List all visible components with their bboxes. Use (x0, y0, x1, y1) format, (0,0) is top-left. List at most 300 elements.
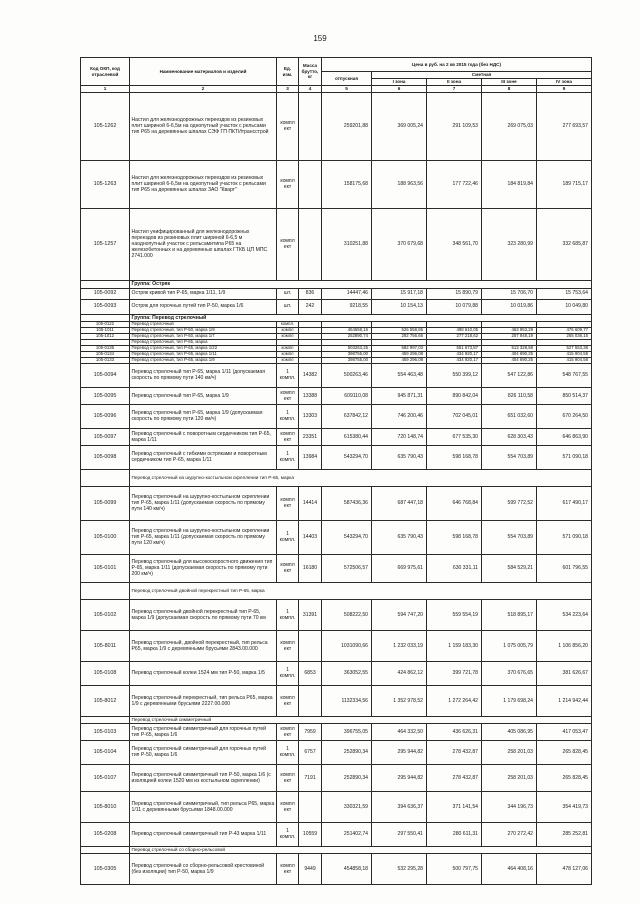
zone3-price: 651 032,60 (482, 404, 537, 428)
release-price: 587436,36 (322, 486, 372, 520)
zone2-price: 890 842,04 (427, 387, 482, 404)
mass-cell: 242 (299, 299, 322, 314)
unit-cell: 1 компл. (277, 445, 299, 469)
mass-cell: 14414 (299, 486, 322, 520)
product-code: 105-0098 (81, 445, 130, 469)
product-code: 105-1011 (81, 327, 130, 333)
zone1-price: 635 790,43 (372, 520, 427, 554)
zone1-price: 369 005,24 (372, 92, 427, 160)
unit-cell: компл (277, 357, 299, 363)
col-number: 8 (482, 86, 537, 93)
header-zone1: I зона (372, 79, 427, 86)
code-cell-empty (81, 716, 130, 723)
mass-cell: 13303 (299, 404, 322, 428)
release-price: 252890,34 (322, 764, 372, 791)
table-row (81, 740, 592, 764)
mass-cell: 23351 (299, 428, 322, 445)
zone4-price: 850 514,37 (537, 387, 592, 404)
zone3-price: 1 075 005,79 (482, 630, 537, 661)
product-name: Перевод стрелочный симметричный тип Р-50, марка 1/6 (с изоляцией колеи 1520 мм из костыльном скреплении) (130, 764, 277, 791)
zone3-price: 370 676,65 (482, 661, 537, 685)
unit-cell: компл (277, 345, 299, 351)
zone4-price: 548 767,55 (537, 363, 592, 387)
zone3-price: 404 690,25 (482, 351, 537, 357)
zone2-price: 598 168,78 (427, 445, 482, 469)
zone4-price: 670 264,50 (537, 404, 592, 428)
header-name: Наименование материалов и изделий (130, 58, 277, 86)
unit-cell: компл ект (277, 853, 299, 884)
product-name: Перевод стрелочный с поворотным сердечником тип Р-65, марка 1/11 (130, 428, 277, 445)
table-row (81, 160, 592, 208)
unit-cell: компл ект (277, 428, 299, 445)
zone3-price: 405 086,95 (482, 723, 537, 740)
unit-cell: 1 компл. (277, 599, 299, 630)
mass-cell (299, 208, 322, 280)
zone1-price: 1 352 978,52 (372, 685, 427, 716)
product-name: Перевод стрелочный двойной перекрестный тип Р-65, марка 1/9 (допускаемая скорость по прямому пути 70 км (130, 599, 277, 630)
section-caption: Перевод стрелочный со сборно-рельсовой (130, 846, 592, 853)
release-price: 330321,59 (322, 791, 372, 822)
caption-row (81, 846, 592, 853)
unit-cell: компл ект (277, 387, 299, 404)
product-code: 105-0134 (81, 351, 130, 357)
zone2-price: 277 218,62 (427, 333, 482, 339)
column-number-row (81, 86, 592, 93)
table-row (81, 363, 592, 387)
section-caption: Перевод стрелочный двойной перекрестный тип Р-65, марка (130, 582, 592, 599)
product-name: Перевод стрелочный тип Р-65, марка 1/9 (допускаемая скорость по прямому пути 120 км/ч) (130, 404, 277, 428)
zone4-price: 15 753,64 (537, 288, 592, 299)
release-price: 503263,25 (322, 345, 372, 351)
product-name: Перевод стрелочный со сборно-рельсовой крестовиной (без изоляции) тип Р-50, марка 1/9 (130, 853, 277, 884)
zone3-price: 323 280,99 (482, 208, 537, 280)
zone2-price: 371 141,54 (427, 791, 482, 822)
zone3-price: 554 703,89 (482, 520, 537, 554)
col-number: 4 (299, 86, 322, 93)
zone4-price: 478 127,06 (537, 853, 592, 884)
zone4-price: 285 252,81 (537, 822, 592, 846)
product-code: 105-0099 (81, 486, 130, 520)
zone1-price: 10 154,13 (372, 299, 427, 314)
zone3-price: 258 201,03 (482, 740, 537, 764)
zone1-price: 526 558,86 (372, 327, 427, 333)
release-price: 158175,68 (322, 160, 372, 208)
mass-cell (299, 685, 322, 716)
zone4-price: 415 904,58 (537, 357, 592, 363)
col-number: 3 (277, 86, 299, 93)
product-code: 105-0133 (81, 357, 130, 363)
header-estimate: Сметная (372, 72, 592, 79)
zone4-price: 601 796,55 (537, 554, 592, 582)
zone1-price: 746 200,46 (372, 404, 427, 428)
release-price: 1132334,56 (322, 685, 372, 716)
mass-cell (299, 791, 322, 822)
zone3-price: 826 110,58 (482, 387, 537, 404)
zone2-price: 677 535,30 (427, 428, 482, 445)
zone1-price: 295 944,82 (372, 764, 427, 791)
unit-cell: компл (277, 351, 299, 357)
product-name: Перевод стрелочный, тип Р-65, марка 1/9 (130, 357, 277, 363)
unit-cell: компл ект (277, 723, 299, 740)
table-row (81, 764, 592, 791)
zone3-price: 1 179 698,24 (482, 685, 537, 716)
zone3-price: 269 075,03 (482, 92, 537, 160)
zone4-price: 265 036,15 (537, 333, 592, 339)
zone2-price: 1 272 264,42 (427, 685, 482, 716)
product-code: 105-1263 (81, 160, 130, 208)
zone4-price: 277 693,57 (537, 92, 592, 160)
unit-cell: компл ект (277, 685, 299, 716)
header-release: отпускная (322, 72, 372, 86)
product-name: Перевод стрелочный тип Р-65, марка 1/11 (допускаемая скорость по прямому пути 140 км/ч) (130, 363, 277, 387)
product-name: Перевод стрелочный для высокоскоростного движения тип Р-65, марка 1/11 (допускаемая скорость по прямому пути 200 км/ч) (130, 554, 277, 582)
release-price: 609110,08 (322, 387, 372, 404)
zone4-price: 332 685,87 (537, 208, 592, 280)
zone2-price: 280 611,31 (427, 822, 482, 846)
mass-cell (299, 630, 322, 661)
product-name: Перевод стрелочный на шурупно-костыльном скреплении тип Р-65, марка 1/11 (допускаемая скорость по прямому пути 120 км/ч) (130, 520, 277, 554)
unit-cell: шт. (277, 299, 299, 314)
release-price: 398755,00 (322, 357, 372, 363)
table-row (81, 822, 592, 846)
mass-cell: 836 (299, 288, 322, 299)
zone2-price: 559 554,19 (427, 599, 482, 630)
zone4-price: 646 863,90 (537, 428, 592, 445)
mass-cell: 14403 (299, 520, 322, 554)
table-row (81, 299, 592, 314)
section-caption: Перевод стрелочный на шурупно-костыльном скреплении тип Р-65, марка (130, 469, 592, 486)
mass-cell: 13984 (299, 445, 322, 469)
page-number: 159 (313, 34, 327, 43)
zone1-price: 297 550,41 (372, 822, 427, 846)
unit-cell: 1 компл. (277, 404, 299, 428)
release-price: 363052,55 (322, 661, 372, 685)
zone4-price: 265 828,45 (537, 764, 592, 791)
table-row (81, 554, 592, 582)
table-row (81, 387, 592, 404)
unit-cell: компл ект (277, 764, 299, 791)
zone4-price: 417 053,47 (537, 723, 592, 740)
zone2-price: 500 797,75 (427, 853, 482, 884)
zone1-price: 464 332,50 (372, 723, 427, 740)
product-name: Перевод стрелочный симметричный тип Р-43 марка 1/11 (130, 822, 277, 846)
zone1-price: 370 679,68 (372, 208, 427, 280)
zone2-price: 498 610,05 (427, 327, 482, 333)
table-row (81, 853, 592, 884)
product-name: Настил для железнодорожных переездов из резиновых плит шириной 6-6,5м на однопутный участок с рельсами тип Р65 на деревянных шпалах ЗАО "Кварт" (130, 160, 277, 208)
zone4-price: 617 490,17 (537, 486, 592, 520)
table-row (81, 428, 592, 445)
code-cell-empty (81, 846, 130, 853)
zone2-price: 1 159 183,30 (427, 630, 482, 661)
product-code: 105-0208 (81, 822, 130, 846)
zone1-price: 424 862,12 (372, 661, 427, 685)
zone4-price: 476 609,77 (537, 327, 592, 333)
zone3-price: 258 201,03 (482, 764, 537, 791)
product-name: Перевод стрелочный (130, 321, 277, 327)
zone1-price: 459 296,08 (372, 357, 427, 363)
release-price: 251402,74 (322, 822, 372, 846)
zone3-price: 184 819,84 (482, 160, 537, 208)
product-name: Перевод стрелочный с гибкими остряками и поворотным сердечником тип Р-65, марка 1/11 (130, 445, 277, 469)
product-code: 105-0094 (81, 363, 130, 387)
product-name: Настил унифицированный для железнодорожных переездов из резиновых плит шириной 6-6,5 м наоднопутный участок с рельсамитипа Р65 на железобетонных и на деревянных шпалах ГТКБ ЦП МПС 2741.000 (130, 208, 277, 280)
zone1-price: 295 944,82 (372, 740, 427, 764)
zone3-price: 599 772,52 (482, 486, 537, 520)
unit-cell: 1 компл. (277, 363, 299, 387)
header-unit: Ед. изм. (277, 58, 299, 86)
zone2-price: 598 168,78 (427, 520, 482, 554)
group-title: Группа: Перевод стрелочный (130, 314, 592, 321)
zone1-price: 669 975,61 (372, 554, 427, 582)
zone4-price: 189 715,17 (537, 160, 592, 208)
release-price: 252890,34 (322, 740, 372, 764)
zone3-price: 15 706,70 (482, 288, 537, 299)
zone3-price: 584 529,21 (482, 554, 537, 582)
zone3-price: 628 303,43 (482, 428, 537, 445)
col-number: 6 (372, 86, 427, 93)
product-code: 105-8011 (81, 630, 130, 661)
zone3-price: 270 272,42 (482, 822, 537, 846)
release-price: 543294,70 (322, 445, 372, 469)
product-code: 105-0104 (81, 740, 130, 764)
zone1-price: 532 295,28 (372, 853, 427, 884)
table-row (81, 208, 592, 280)
product-name: Перевод стрелочный, тип Р-50, марка 1/9 (130, 327, 277, 333)
zone2-price: 646 768,84 (427, 486, 482, 520)
release-price: 310251,88 (322, 208, 372, 280)
table-row (81, 288, 592, 299)
product-name: Перевод стрелочный, тип Р-65, марка 1/11 (130, 351, 277, 357)
mass-cell: 13388 (299, 387, 322, 404)
product-code: 105-0122 (81, 321, 130, 327)
zone1-price: 720 148,74 (372, 428, 427, 445)
zone2-price: 278 432,87 (427, 740, 482, 764)
mass-cell: 7191 (299, 764, 322, 791)
product-code: 105-0103 (81, 723, 130, 740)
zone1-price: 394 636,37 (372, 791, 427, 822)
table-header (81, 58, 592, 93)
zone3-price: 554 703,89 (482, 445, 537, 469)
zone1-price: 582 997,03 (372, 345, 427, 351)
product-code: 105-0102 (81, 599, 130, 630)
zone2-price: 702 045,01 (427, 404, 482, 428)
table-row (81, 92, 592, 160)
zone1-price: 635 790,43 (372, 445, 427, 469)
caption-row (81, 716, 592, 723)
release-price: 637842,12 (322, 404, 372, 428)
release-price: 454658,16 (322, 327, 372, 333)
product-code: 105-0093 (81, 299, 130, 314)
zone4-price: 1 214 942,44 (537, 685, 592, 716)
zone2-price: 399 721,78 (427, 661, 482, 685)
zone3-price: 404 690,25 (482, 357, 537, 363)
product-code: 105-0097 (81, 428, 130, 445)
zone2-price: 10 079,88 (427, 299, 482, 314)
unit-cell: шт. (277, 288, 299, 299)
table-row (81, 404, 592, 428)
release-price: 572506,57 (322, 554, 372, 582)
zone3-price: 513 328,58 (482, 345, 537, 351)
zone2-price: 630 331,11 (427, 554, 482, 582)
mass-cell: 31391 (299, 599, 322, 630)
product-code: 105-0108 (81, 661, 130, 685)
product-code: 105-0305 (81, 853, 130, 884)
unit-cell: 1 компл. (277, 661, 299, 685)
zone3-price: 10 019,86 (482, 299, 537, 314)
zone1-price: 188 963,56 (372, 160, 427, 208)
zone4-price: 415 904,58 (537, 351, 592, 357)
product-name: Перевод стрелочный симметричный для горочных путей тип Р-50, марка 1/6 (130, 740, 277, 764)
header-zone2: II зона (427, 79, 482, 86)
col-number: 9 (537, 86, 592, 93)
product-name: Остряк для горочных путей тип Р-50, марка 1/6 (130, 299, 277, 314)
zone1-price: 554 463,48 (372, 363, 427, 387)
col-number: 2 (130, 86, 277, 93)
zone1-price: 687 447,18 (372, 486, 427, 520)
zone3-price: 344 196,73 (482, 791, 537, 822)
mass-cell: 6853 (299, 661, 322, 685)
release-price: 454858,18 (322, 853, 372, 884)
header-zone3: III зоне (482, 79, 537, 86)
mass-cell (299, 92, 322, 160)
section-caption: Перевод стрелочный симметричный (130, 716, 592, 723)
release-price: 543294,70 (322, 520, 372, 554)
zone4-price: 265 828,45 (537, 740, 592, 764)
table-row (81, 445, 592, 469)
product-name: Перевод стрелочный, двойной перекрестный, тип рельса Р65, марка 1/9 с деревянными брусьями 2843.00.000 (130, 630, 277, 661)
header-code: Код ОКП, код отраслевой (81, 58, 130, 86)
zone4-price: 10 049,80 (537, 299, 592, 314)
code-cell-empty (81, 469, 130, 486)
product-name: Перевод стрелочный, тип Р-65, марка (130, 339, 277, 345)
zone1-price: 459 296,08 (372, 351, 427, 357)
table-row (81, 599, 592, 630)
unit-cell: 1 компл. (277, 822, 299, 846)
zone3-price: 463 953,29 (482, 327, 537, 333)
zone3-price: 547 122,86 (482, 363, 537, 387)
zone4-price: 527 553,38 (537, 345, 592, 351)
group-title: Группа: Остряк (130, 280, 592, 288)
col-number: 7 (427, 86, 482, 93)
table-row (81, 661, 592, 685)
mass-cell: 9449 (299, 853, 322, 884)
unit-cell: компл (277, 333, 299, 339)
table-row (81, 630, 592, 661)
product-name: Перевод стрелочный симметричный, тип рельса Р65, марка 1/11 с деревянными брусьями 1848.00.000 (130, 791, 277, 822)
product-name: Перевод стрелочный перекрестный, тип рельса Р65, марка 1/9 с деревянными брусьями 2227.00.000 (130, 685, 277, 716)
price-table (80, 57, 592, 885)
product-code: 105-8010 (81, 791, 130, 822)
product-code: 105-0096 (81, 404, 130, 428)
product-code: 105-0092 (81, 288, 130, 299)
product-name: Перевод стрелочный, тип Р-50, марка 1/7 (130, 333, 277, 339)
zone2-price: 177 722,46 (427, 160, 482, 208)
header-price-group: Цена в руб. на 2 кв 2015 года (без НДС) (322, 58, 592, 72)
zone2-price: 348 561,70 (427, 208, 482, 280)
unit-cell: компл ект (277, 554, 299, 582)
mass-cell: 14382 (299, 363, 322, 387)
unit-cell: компл ект (277, 486, 299, 520)
product-name: Перевод стрелочный на шурупно-костыльном скреплении тип Р-65, марка 1/11 (допускаемая скорость по прямому пути 140 км/ч) (130, 486, 277, 520)
zone1-price: 292 756,66 (372, 333, 427, 339)
unit-cell: компл ект (277, 791, 299, 822)
col-number: 1 (81, 86, 130, 93)
release-price: 615380,44 (322, 428, 372, 445)
release-price: 500263,46 (322, 363, 372, 387)
product-code: 105-0095 (81, 387, 130, 404)
zone2-price: 15 890,79 (427, 288, 482, 299)
zone2-price: 291 109,53 (427, 92, 482, 160)
zone2-price: 436 626,31 (427, 723, 482, 740)
product-name: Остряк кривой тип Р-65, марка 1/11, 1/9 (130, 288, 277, 299)
group-row (81, 314, 592, 321)
zone1-price: 1 232 033,19 (372, 630, 427, 661)
unit-cell: компл ект (277, 208, 299, 280)
unit-cell: компл (277, 327, 299, 333)
unit-cell: компл ект (277, 630, 299, 661)
zone4-price: 534 223,64 (537, 599, 592, 630)
mass-cell (299, 160, 322, 208)
unit-cell: компл. (277, 321, 299, 327)
release-price: 9218,55 (322, 299, 372, 314)
product-code: 105-0107 (81, 764, 130, 791)
zone3-price: 257 948,19 (482, 333, 537, 339)
caption-row (81, 582, 592, 599)
zone2-price: 551 673,87 (427, 345, 482, 351)
zone2-price: 434 920,17 (427, 351, 482, 357)
release-price: 259201,88 (322, 92, 372, 160)
zone1-price: 945 871,31 (372, 387, 427, 404)
zone3-price: 518 895,17 (482, 599, 537, 630)
code-cell-empty (81, 582, 130, 599)
product-code: 105-8012 (81, 685, 130, 716)
product-name: Перевод стрелочный, тип Р-65, марка 1/22 (130, 345, 277, 351)
unit-cell: компл ект (277, 92, 299, 160)
zone1-price: 594 747,20 (372, 599, 427, 630)
product-code: 105-0100 (81, 520, 130, 554)
mass-cell: 16180 (299, 554, 322, 582)
product-code: 105-0101 (81, 554, 130, 582)
table-row (81, 791, 592, 822)
product-code: 105-0135 (81, 345, 130, 351)
product-code: 105-1012 (81, 333, 130, 339)
table-row (81, 486, 592, 520)
release-price: 1031090,66 (322, 630, 372, 661)
code-cell-empty (81, 280, 130, 288)
release-price: 508222,50 (322, 599, 372, 630)
zone4-price: 1 106 856,20 (537, 630, 592, 661)
product-name: Перевод стрелочный колеи 1524 мм тип Р-50, марка 1/5 (130, 661, 277, 685)
table-row (81, 685, 592, 716)
release-price: 14447,46 (322, 288, 372, 299)
zone3-price: 464 408,16 (482, 853, 537, 884)
unit-cell: 1 компл. (277, 740, 299, 764)
product-name: Перевод стрелочный симметричный для горочных путей тип Р-65, марка 1/6 (130, 723, 277, 740)
product-code: 105-1262 (81, 92, 130, 160)
table-body (81, 92, 592, 884)
zone2-price: 278 432,87 (427, 764, 482, 791)
zone4-price: 354 419,73 (537, 791, 592, 822)
code-cell-empty (81, 314, 130, 321)
zone2-price: 434 920,17 (427, 357, 482, 363)
mass-cell: 10559 (299, 822, 322, 846)
zone4-price: 571 090,18 (537, 520, 592, 554)
zone2-price: 550 399,12 (427, 363, 482, 387)
caption-row (81, 469, 592, 486)
mass-cell: 7959 (299, 723, 322, 740)
table-row (81, 520, 592, 554)
